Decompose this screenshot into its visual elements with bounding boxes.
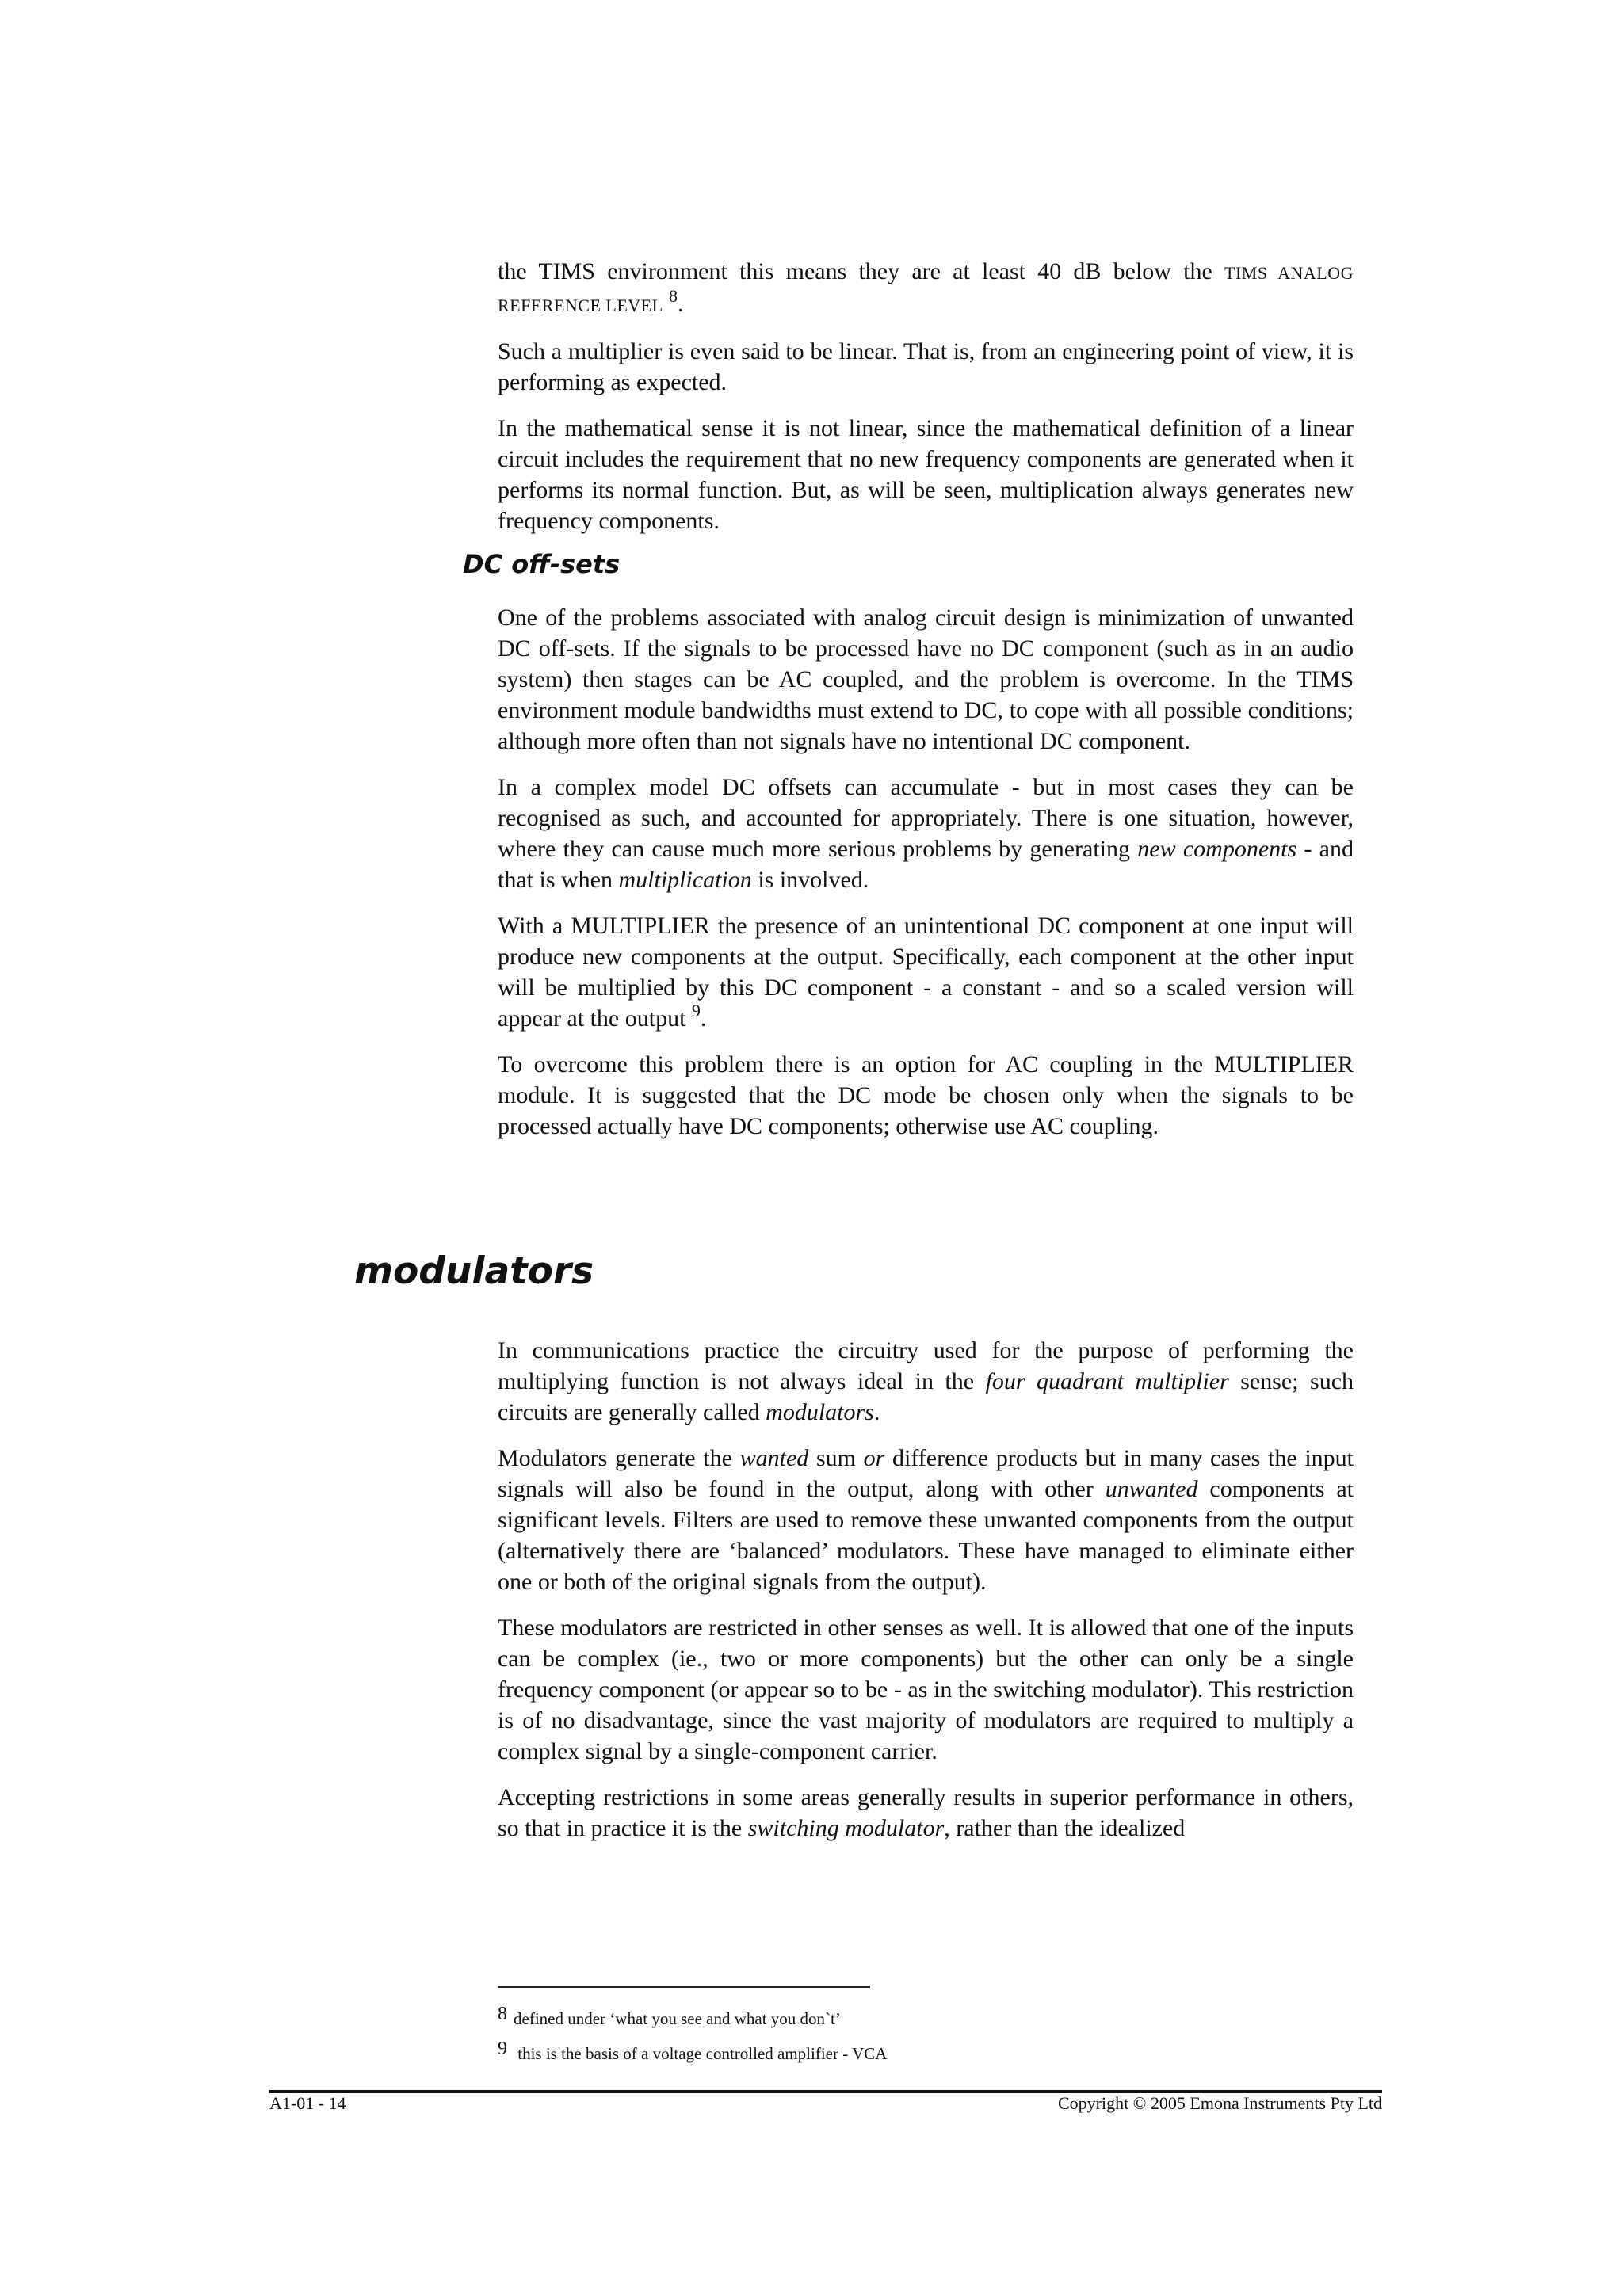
text-run: sum [808,1445,864,1471]
paragraph [498,772,1354,895]
paragraph: In the mathematical sense it is not linear, since the mathematical definition of a linear circuit includes the requirement that no new frequency components are generated when it performs its normal function. But, as will be seen, multiplication always generates new frequency components. [498,415,1354,534]
small-caps-term: TIMS ANALOG REFERENCE LEVEL [498,263,1354,315]
paragraph [498,1782,1354,1844]
text-run: Modulators generate the [498,1445,740,1471]
footnote [498,2034,1354,2069]
text-run: sense; such circuits are generally called [498,1368,1354,1425]
emphasis: modulators [766,1399,874,1425]
emphasis: four quadrant multiplier [985,1368,1229,1394]
copyright-notice: Copyright © 2005 Emona Instruments Pty Ltd [1057,2093,1382,2113]
footnote-ref: 9 [691,1001,701,1020]
text-run: . [873,1399,880,1425]
footnote-text: this is the basis of a voltage controlled amplifier - VCA [514,2044,888,2063]
footnote-mark: 9 [498,2039,507,2059]
emphasis: multiplication [618,867,752,893]
emphasis: new components [1137,836,1297,862]
footnote-text: defined under ‘what you see and what you don`t’ [514,2009,841,2028]
text-run: difference products but in many cases the input signals will also be found in the output, along with other [498,1445,1354,1502]
text-run: the TIMS environment this means they are at least 40 dB below the [498,258,1225,284]
text-run: . [678,291,684,317]
text-run: Accepting restrictions in some areas generally results in superior performance in others, so that in practice it is the [498,1784,1354,1841]
emphasis: unwanted [1105,1476,1198,1502]
text-run: . [700,1005,707,1032]
footnote [498,1999,1354,2034]
text-run: - and that is when [498,836,1354,893]
modulators-section [498,1335,1354,1859]
footnotes [498,1999,1354,2069]
page-reference: A1-01 - 14 [269,2093,346,2113]
text-run: With a MULTIPLIER the presence of an unintentional DC component at one input will produce new components at the output. Specifically, each component at the other input will be multiplied by this DC component - a constant - and so a scaled version will appear at the output [498,913,1354,1032]
paragraph: These modulators are restricted in other senses as well. It is allowed that one of the inputs can be complex (ie., two or more components) but the other can only be a single frequency component (or appear so to be - as in the switching modulator). This restriction is of no disadvantage, since the vast majority of modulators are required to multiply a complex signal by a single-component carrier. [498,1615,1354,1764]
text-run: In communications practice the circuitry used for the purpose of performing the multiplying function is not always ideal in the [498,1337,1354,1394]
continuation-text [498,256,1354,551]
paragraph: Such a multiplier is even said to be linear. That is, from an engineering point of view, it is performing as expected. [498,338,1354,395]
chapter-heading: modulators [354,1249,594,1293]
paragraph [498,256,1354,321]
emphasis: wanted [739,1445,809,1471]
text-run: , rather than the idealized [944,1815,1186,1841]
footnote-ref: 8 [669,286,678,306]
footnote-mark: 8 [498,2004,507,2024]
text-run: components at significant levels. Filters are used to remove these unwanted components from the output (alternatively there are ‘balanced’ modulators. These have managed to eliminate either one or both of the original signals from the output). [498,1476,1354,1595]
text-run: is involved. [751,867,869,893]
paragraph: One of the problems associated with analog circuit design is minimization of unwanted DC off-sets. If the signals to be processed have no DC component (such as in an audio system) then stages can be AC coupled, and the problem is overcome. In the TIMS environment module bandwidths must extend to DC, to cope with all possible conditions; although more often than not signals have no intentional DC component. [498,605,1354,754]
paragraph [498,1335,1354,1428]
dc-offsets-section [498,602,1354,1157]
section-heading: DC off-sets [463,549,621,579]
emphasis: switching modulator [747,1815,945,1841]
paragraph: To overcome this problem there is an option for AC coupling in the MULTIPLIER module. It is suggested that the DC mode be chosen only when the signals to be processed actually have DC components; otherwise use AC coupling. [498,1051,1354,1139]
paragraph [498,1443,1354,1597]
paragraph [498,910,1354,1034]
footnote-divider [498,1986,870,1988]
text-run: In a complex model DC offsets can accumulate - but in most cases they can be recognised as such, and accounted for appropriately. There is one situation, however, where they can cause much more serious problems by generating [498,774,1354,862]
emphasis: or [863,1445,885,1471]
